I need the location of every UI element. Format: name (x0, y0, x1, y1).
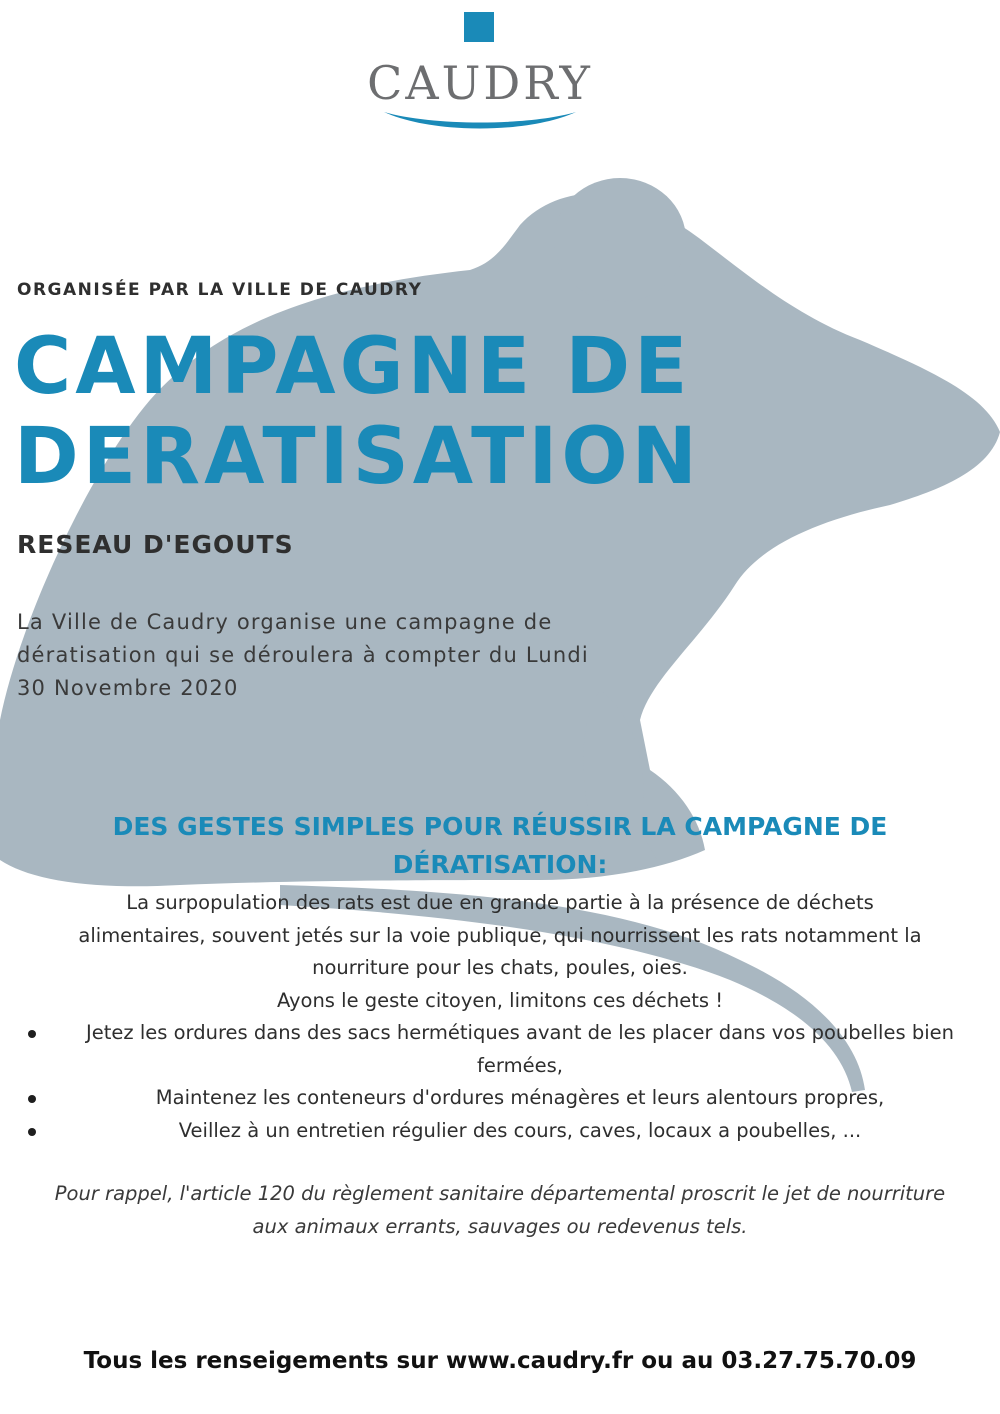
intro-line: dératisation qui se déroulera à compter du Lundi (17, 643, 589, 667)
bullet-icon (28, 1128, 36, 1136)
footer-contact: Tous les renseigements sur www.caudry.fr ou au 03.27.75.70.09 (83, 1348, 917, 1374)
intro-line: La Ville de Caudry organise une campagne de (17, 610, 553, 634)
list-item (20, 1115, 980, 1148)
intro-line: 30 Novembre 2020 (17, 676, 239, 700)
gestes-heading-line: DES GESTES SIMPLES POUR RÉUSSIR LA CAMPAGNE DE (112, 812, 888, 841)
gestes-paragraph (20, 887, 980, 1017)
bullet-icon (28, 1095, 36, 1103)
page-title (14, 322, 734, 502)
title-line-1: CAMPAGNE DE (14, 322, 692, 412)
paragraph-line: La surpopulation des rats est due en grande partie à la présence de déchets (126, 891, 874, 914)
rappel-line: Pour rappel, l'article 120 du règlement sanitaire départemental proscrit le jet de nourriture (54, 1182, 946, 1205)
subtitle: RESEAU D'EGOUTS (17, 530, 294, 559)
rappel-note (20, 1178, 980, 1243)
logo-wordmark: CAUDRY (367, 56, 593, 110)
organiser-line: ORGANISÉE PAR LA VILLE DE CAUDRY (17, 280, 423, 300)
list-item (20, 1017, 980, 1082)
swoosh-icon (382, 108, 578, 134)
square-mark-icon (464, 12, 494, 42)
paragraph-line: nourriture pour les chats, poules, oies. (312, 956, 688, 979)
intro-paragraph (17, 606, 697, 705)
list-item-text: Jetez les ordures dans des sacs hermétiques avant de les placer dans vos poubelles bien fermées, (86, 1021, 954, 1077)
bullet-icon (28, 1030, 36, 1038)
title-line-2: DERATISATION (14, 412, 701, 502)
call-to-action: Ayons le geste citoyen, limitons ces déchets ! (276, 988, 724, 1012)
advice-list (20, 1017, 980, 1147)
gestes-heading (40, 808, 960, 884)
paragraph-line: alimentaires, souvent jetés sur la voie publique, qui nourrissent les rats notamment la (78, 923, 922, 947)
caudry-logo (330, 8, 630, 138)
list-item-text: Veillez à un entretien régulier des cours, caves, locaux a poubelles, ... (178, 1118, 862, 1142)
gestes-heading-line: DÉRATISATION: (392, 850, 608, 879)
list-item (20, 1082, 980, 1115)
rappel-line: aux animaux errants, sauvages ou redevenus tels. (252, 1214, 748, 1238)
list-item-text: Maintenez les conteneurs d'ordures ménagères et leurs alentours propres, (155, 1086, 885, 1109)
